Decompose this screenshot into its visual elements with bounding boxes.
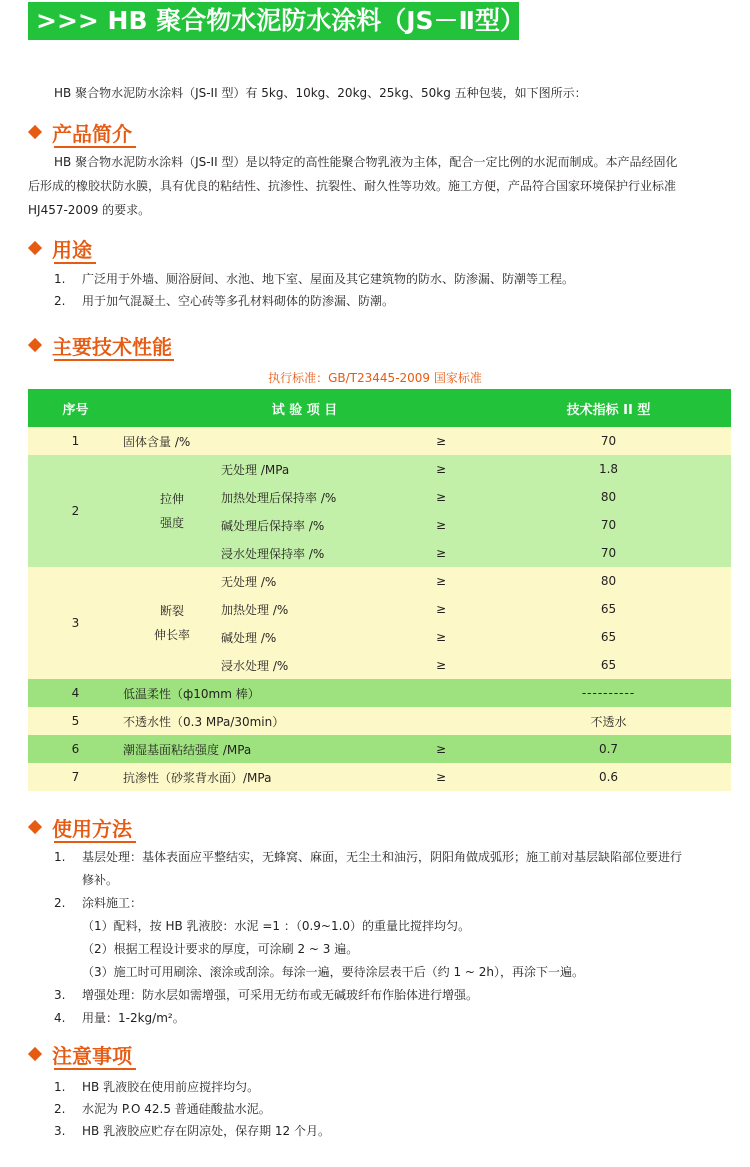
page-banner: >>> HB 聚合物水泥防水涂料（JS－Ⅱ型） bbox=[28, 2, 519, 40]
section-title: 产品简介 bbox=[52, 121, 132, 146]
header-item: 试 验 项 目 bbox=[123, 389, 486, 427]
group-label: 拉伸 强度 bbox=[159, 492, 184, 530]
diamond-icon bbox=[28, 1047, 42, 1061]
section-title: 主要技术性能 bbox=[52, 334, 172, 359]
list-item: 3. 增强处理：防水层如需增强，可采用无纺布或无碱玻纤布作胎体进行增强。 bbox=[54, 988, 479, 1002]
product-intro-paragraph bbox=[28, 150, 732, 222]
list-item: 3. HB 乳液胶应贮存在阴凉处，保存期 12 个月。 bbox=[54, 1124, 330, 1138]
table-row: 加热处理后保持率 /% ≥ 80 bbox=[28, 483, 731, 511]
diamond-icon bbox=[28, 125, 42, 139]
list-item: 2. 用于加气混凝土、空心砖等多孔材料砌体的防渗漏、防潮。 bbox=[54, 294, 395, 308]
sub-step: （3）施工时可用刷涂、滚涂或刮涂。每涂一遍，要待涂层表干后（约 1 ~ 2h），再涂下一遍。 bbox=[82, 965, 585, 979]
list-item-continuation: 修补。 bbox=[82, 873, 119, 887]
spec-table bbox=[28, 389, 731, 791]
section-title: 用途 bbox=[52, 237, 92, 262]
method-list bbox=[54, 846, 682, 1030]
list-item: 1. 基层处理：基体表面应平整结实，无蜂窝、麻面，无尘土和油污，阴阳角做成弧形；施工前对基层缺陷部位要进行 bbox=[54, 850, 683, 864]
usage-list bbox=[54, 268, 574, 312]
intro-line: HB 聚合物水泥防水涂料（JS-II 型）是以特定的高性能聚合物乳液为主体，配合一定比例的水泥而制成。本产品经固化 bbox=[54, 155, 678, 169]
diamond-icon bbox=[28, 820, 42, 834]
table-row: 1 固体含量 /% ≥ 70 bbox=[28, 427, 731, 455]
intro-line: 后形成的橡胶状防水膜，具有优良的粘结性、抗渗性、抗裂性、耐久性等功效。施工方便，产品符合国家环境保护行业标准 bbox=[28, 179, 677, 193]
table-header-row bbox=[28, 389, 731, 427]
list-item: 4. 用量：1-2kg/m²。 bbox=[54, 1011, 185, 1025]
section-underline bbox=[54, 146, 136, 148]
section-usage bbox=[28, 236, 96, 260]
header-seq: 序号 bbox=[28, 389, 123, 427]
table-row: 4 低温柔性（ф10mm 棒） ---------- bbox=[28, 679, 731, 707]
list-item: 2. 涂料施工： bbox=[54, 896, 143, 910]
group-label: 断裂 伸长率 bbox=[153, 604, 190, 642]
list-item: 1. HB 乳液胶在使用前应搅拌均匀。 bbox=[54, 1080, 260, 1094]
standard-note: 执行标准：GB/T23445-2009 国家标准 bbox=[268, 371, 482, 385]
table-row: 碱处理后保持率 /% ≥ 70 bbox=[28, 511, 731, 539]
section-performance bbox=[28, 333, 174, 357]
section-method bbox=[28, 815, 136, 839]
section-underline bbox=[54, 262, 96, 264]
sub-step: （2）根据工程设计要求的厚度，可涂刷 2 ~ 3 遍。 bbox=[82, 942, 359, 956]
notes-list bbox=[54, 1076, 330, 1142]
table-row: 2 拉伸 强度 无处理 /MPa ≥ 1.8 bbox=[28, 455, 731, 483]
sub-step: （1）配料，按 HB 乳液胶：水泥 =1 ：（0.9~1.0）的重量比搅拌均匀。 bbox=[82, 919, 471, 933]
section-product-intro bbox=[28, 120, 136, 144]
section-underline bbox=[54, 841, 136, 843]
table-row: 3 断裂 伸长率 无处理 /% ≥ 80 bbox=[28, 567, 731, 595]
section-underline bbox=[54, 1068, 136, 1070]
section-title: 使用方法 bbox=[52, 816, 132, 841]
table-row: 7 抗渗性（砂浆背水面）/MPa ≥ 0.6 bbox=[28, 763, 731, 791]
diamond-icon bbox=[28, 338, 42, 352]
intro-text: HB 聚合物水泥防水涂料（JS-II 型）有 5kg、10kg、20kg、25kg、50kg 五种包装，如下图所示： bbox=[54, 86, 587, 100]
intro-line: HJ457-2009 的要求。 bbox=[28, 203, 151, 217]
header-index: 技术指标 II 型 bbox=[486, 389, 731, 427]
table-row: 加热处理 /% ≥ 65 bbox=[28, 595, 731, 623]
section-notes bbox=[28, 1042, 136, 1066]
section-title: 注意事项 bbox=[52, 1043, 132, 1068]
section-underline bbox=[54, 359, 174, 361]
diamond-icon bbox=[28, 241, 42, 255]
table-row: 碱处理 /% ≥ 65 bbox=[28, 623, 731, 651]
list-item: 2. 水泥为 P.O 42.5 普通硅酸盐水泥。 bbox=[54, 1102, 271, 1116]
table-row: 浸水处理保持率 /% ≥ 70 bbox=[28, 539, 731, 567]
table-row: 浸水处理 /% ≥ 65 bbox=[28, 651, 731, 679]
table-row: 5 不透水性（0.3 MPa/30min） 不透水 bbox=[28, 707, 731, 735]
list-item: 1. 广泛用于外墙、厕浴厨间、水池、地下室、屋面及其它建筑物的防水、防渗漏、防潮等工程。 bbox=[54, 272, 575, 286]
table-row: 6 潮湿基面粘结强度 /MPa ≥ 0.7 bbox=[28, 735, 731, 763]
